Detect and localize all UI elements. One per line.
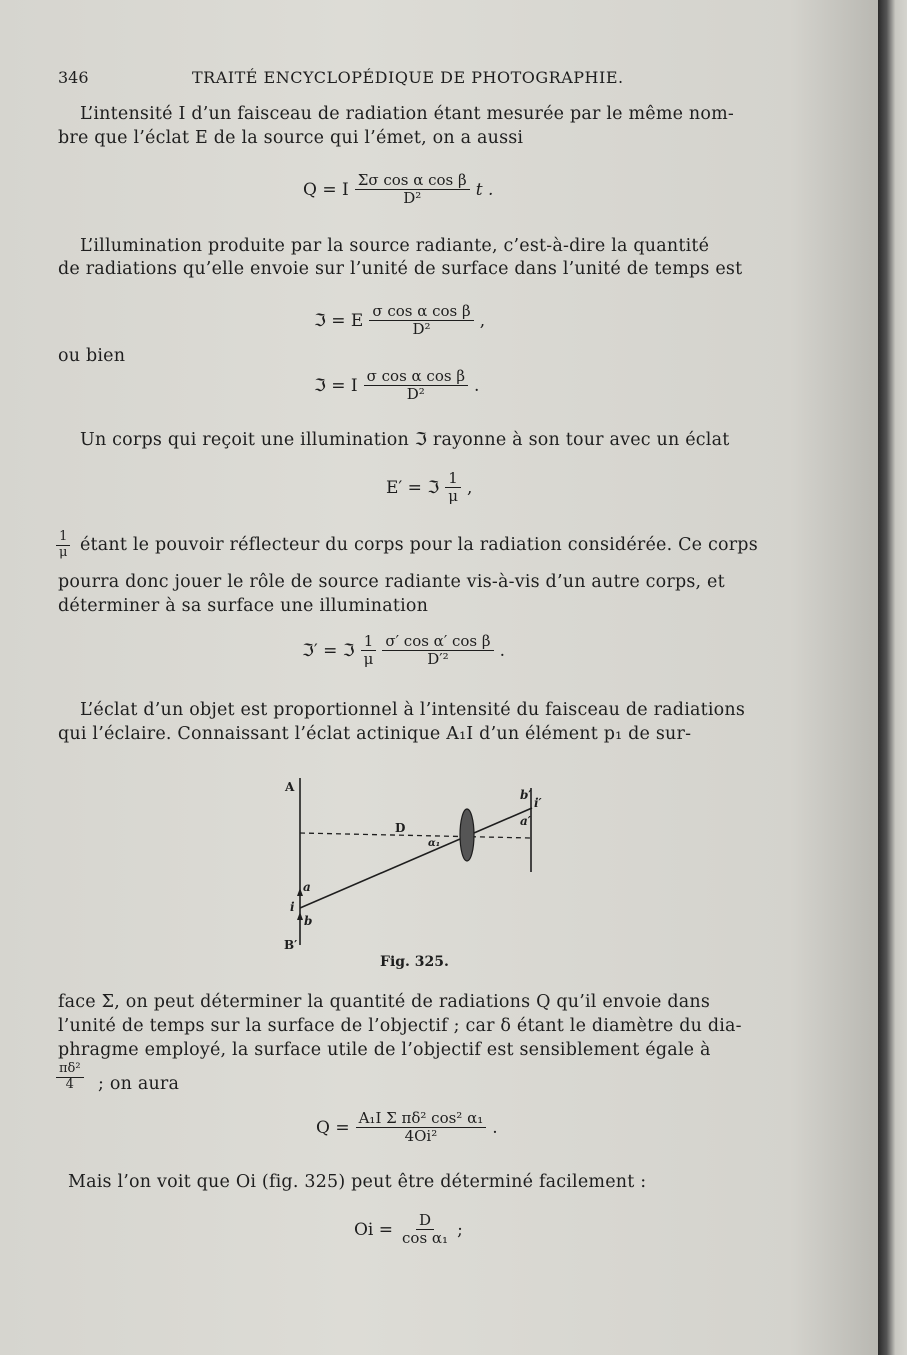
label-A: A [285, 780, 295, 794]
equation-9: Oi = $\frac{D}{\text{cos α₁}}$ ; [354, 1211, 463, 1248]
text-line: de radiations qu’elle envoie sur l’unité de surface dans l’unité de temps est [58, 259, 743, 279]
text-line: pourra donc jouer le rôle de source radiante vis-à-vis d’un autre corps, et [58, 572, 725, 592]
fraction-pi-delta: $\frac{\text{πδ²}}{4}$ [56, 1062, 84, 1093]
text-line: L’intensité I d’un faisceau de radiation étant mesurée par le même nom- [80, 104, 735, 124]
arrow-b [297, 912, 303, 920]
label-b-prime: b′ [520, 788, 532, 802]
text-line: ; on aura [98, 1074, 180, 1094]
label-i-prime: i′ [534, 796, 542, 810]
text-line: l’unité de temps sur la surface de l’objectif ; car δ étant le diamètre du dia- [58, 1016, 742, 1036]
equation-2: ℑ = E $\frac{\text{σ cos α cos β}}{\text{D²}}$ , [314, 302, 486, 339]
text-line: phragme employé, la surface utile de l’objectif est sensiblement égale à [58, 1040, 711, 1060]
axis-dashed-line [300, 833, 531, 838]
label-alpha: α₁ [428, 838, 441, 849]
fraction-1-over-mu: $\frac{1}{\mu}$ [56, 530, 70, 561]
text-line: Un corps qui reçoit une illumination ℑ rayonne à son tour avec un éclat [80, 430, 730, 450]
label-B: B′ [284, 938, 298, 952]
label-D: D [395, 821, 406, 835]
text-line: étant le pouvoir réflecteur du corps pour la radiation considérée. Ce corps [80, 535, 758, 555]
equation-3: ℑ = I $\frac{\text{σ cos α cos β}}{\text{D²}}$ . [314, 367, 480, 404]
ray-line [300, 808, 532, 908]
text-line: L’éclat d’un objet est proportionnel à l’intensité du faisceau de radiations [80, 700, 746, 720]
running-title: TRAITÉ ENCYCLOPÉDIQUE DE PHOTOGRAPHIE. [192, 68, 624, 87]
equation-1: Q = I $\frac{\text{Σσ cos α cos β}}{\text{D²}}$ t . [303, 171, 494, 208]
equation-6: ℑ′ = ℑ $\frac{1}{\mu}$ $\frac{\text{σ′ cos α′ cos β}}{\text{D′²}}$ . [302, 632, 505, 669]
equation-4: E′ = ℑ $\frac{1}{\mu}$ , [386, 469, 473, 506]
label-a: a [303, 880, 311, 894]
text-line: déterminer à sa surface une illumination [58, 596, 429, 616]
text-line: qui l’éclaire. Connaissant l’éclat actinique A₁I d’un élément p₁ de sur- [58, 724, 692, 744]
label-b: b [304, 914, 313, 928]
text-line: face Σ, on peut déterminer la quantité de radiations Q qu’il envoie dans [58, 992, 711, 1012]
lens-shape [460, 809, 474, 861]
label-a-prime: a′ [520, 814, 531, 828]
figure-caption: Fig. 325. [380, 954, 449, 970]
text-line: Mais l’on voit que Oi (fig. 325) peut être déterminé facilement : [68, 1172, 647, 1192]
page-number: 346 [58, 68, 89, 87]
text-line: ou bien [58, 346, 126, 366]
text-line: L’illumination produite par la source radiante, c’est-à-dire la quantité [80, 236, 710, 256]
label-i: i [290, 900, 295, 914]
equation-8: Q = $\frac{\text{A₁I Σ πδ² cos² α₁}}{\text{4Oi²}}$ . [316, 1109, 498, 1146]
text-line: bre que l’éclat E de la source qui l’émet, on a aussi [58, 128, 524, 148]
